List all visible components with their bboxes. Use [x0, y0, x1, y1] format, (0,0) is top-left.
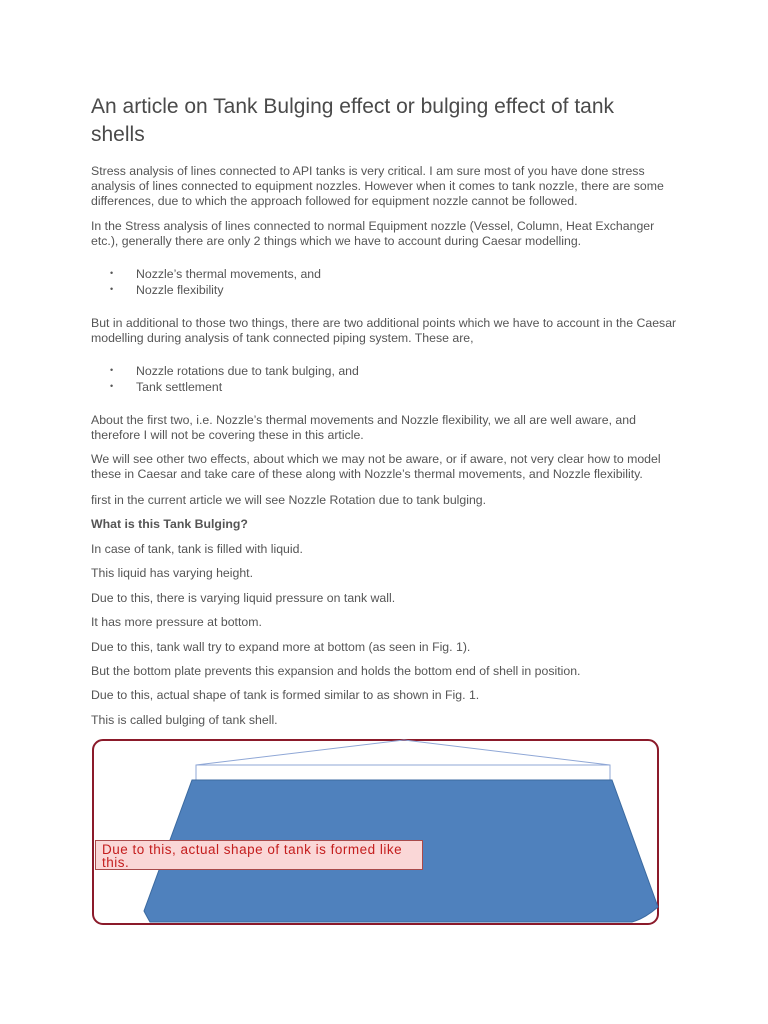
paragraph-additional-points: But in additional to those two things, there are two additional points which we have to account in the Caesar modelling during analysis of tank connected piping system. These are, — [91, 316, 677, 345]
tank-diagram — [92, 739, 659, 925]
tank-bulging-figure — [92, 739, 659, 925]
paragraph-line: But the bottom plate prevents this expansion and holds the bottom end of shell in position. — [91, 664, 581, 678]
paragraph-intro: Stress analysis of lines connected to API tanks is very critical. I am sure most of you have done stress analysis of lines connected to equipment nozzles. However when it comes to tank nozzle, there are some differences, due to which the approach followed for equipment nozzle cannot be followed. — [91, 164, 664, 208]
paragraph-equipment-nozzle: In the Stress analysis of lines connected to normal Equipment nozzle (Vessel, Column, Heat Exchanger etc.), generally there are only 2 things which we have to account during Caesar modelling. — [91, 219, 655, 248]
roof-band — [196, 765, 610, 780]
paragraph-current-article: first in the current article we will see Nozzle Rotation due to tank bulging. — [91, 493, 487, 507]
paragraph-line: This is called bulging of tank shell. — [91, 713, 278, 727]
page-title: An article on Tank Bulging effect or bulging effect of tank shells — [91, 95, 615, 146]
bullet-icon: • — [110, 381, 114, 391]
paragraph-line: It has more pressure at bottom. — [91, 615, 262, 629]
bullet-icon: • — [110, 268, 114, 278]
list-item-text: Nozzle flexibility — [136, 283, 224, 297]
figure-caption: Due to this, actual shape of tank is formed like this. — [95, 840, 423, 870]
paragraph-line: In case of tank, tank is filled with liquid. — [91, 542, 303, 556]
paragraph-line: Due to this, tank wall try to expand more at bottom (as seen in Fig. 1). — [91, 640, 471, 654]
list-item-text: Nozzle rotations due to tank bulging, and — [136, 364, 359, 378]
bullet-icon: • — [110, 284, 114, 294]
paragraph-line: Due to this, there is varying liquid pressure on tank wall. — [91, 591, 396, 605]
list-item-text: Tank settlement — [136, 380, 223, 394]
paragraph-line: This liquid has varying height. — [91, 566, 253, 580]
bullet-icon: • — [110, 365, 114, 375]
list-item-text: Nozzle’s thermal movements, and — [136, 267, 321, 281]
section-heading: What is this Tank Bulging? — [91, 517, 248, 531]
paragraph-first-two: About the first two, i.e. Nozzle’s thermal movements and Nozzle flexibility, we all are well aware, and therefore I will not be covering these in this article. — [91, 413, 636, 442]
paragraph-other-effects: We will see other two effects, about which we may not be aware, or if aware, not very clear how to model these in Caesar and take care of these along with Nozzle’s thermal movements, and Nozzle flexibility. — [91, 452, 661, 481]
paragraph-line: Due to this, actual shape of tank is formed similar to as shown in Fig. 1. — [91, 688, 480, 702]
